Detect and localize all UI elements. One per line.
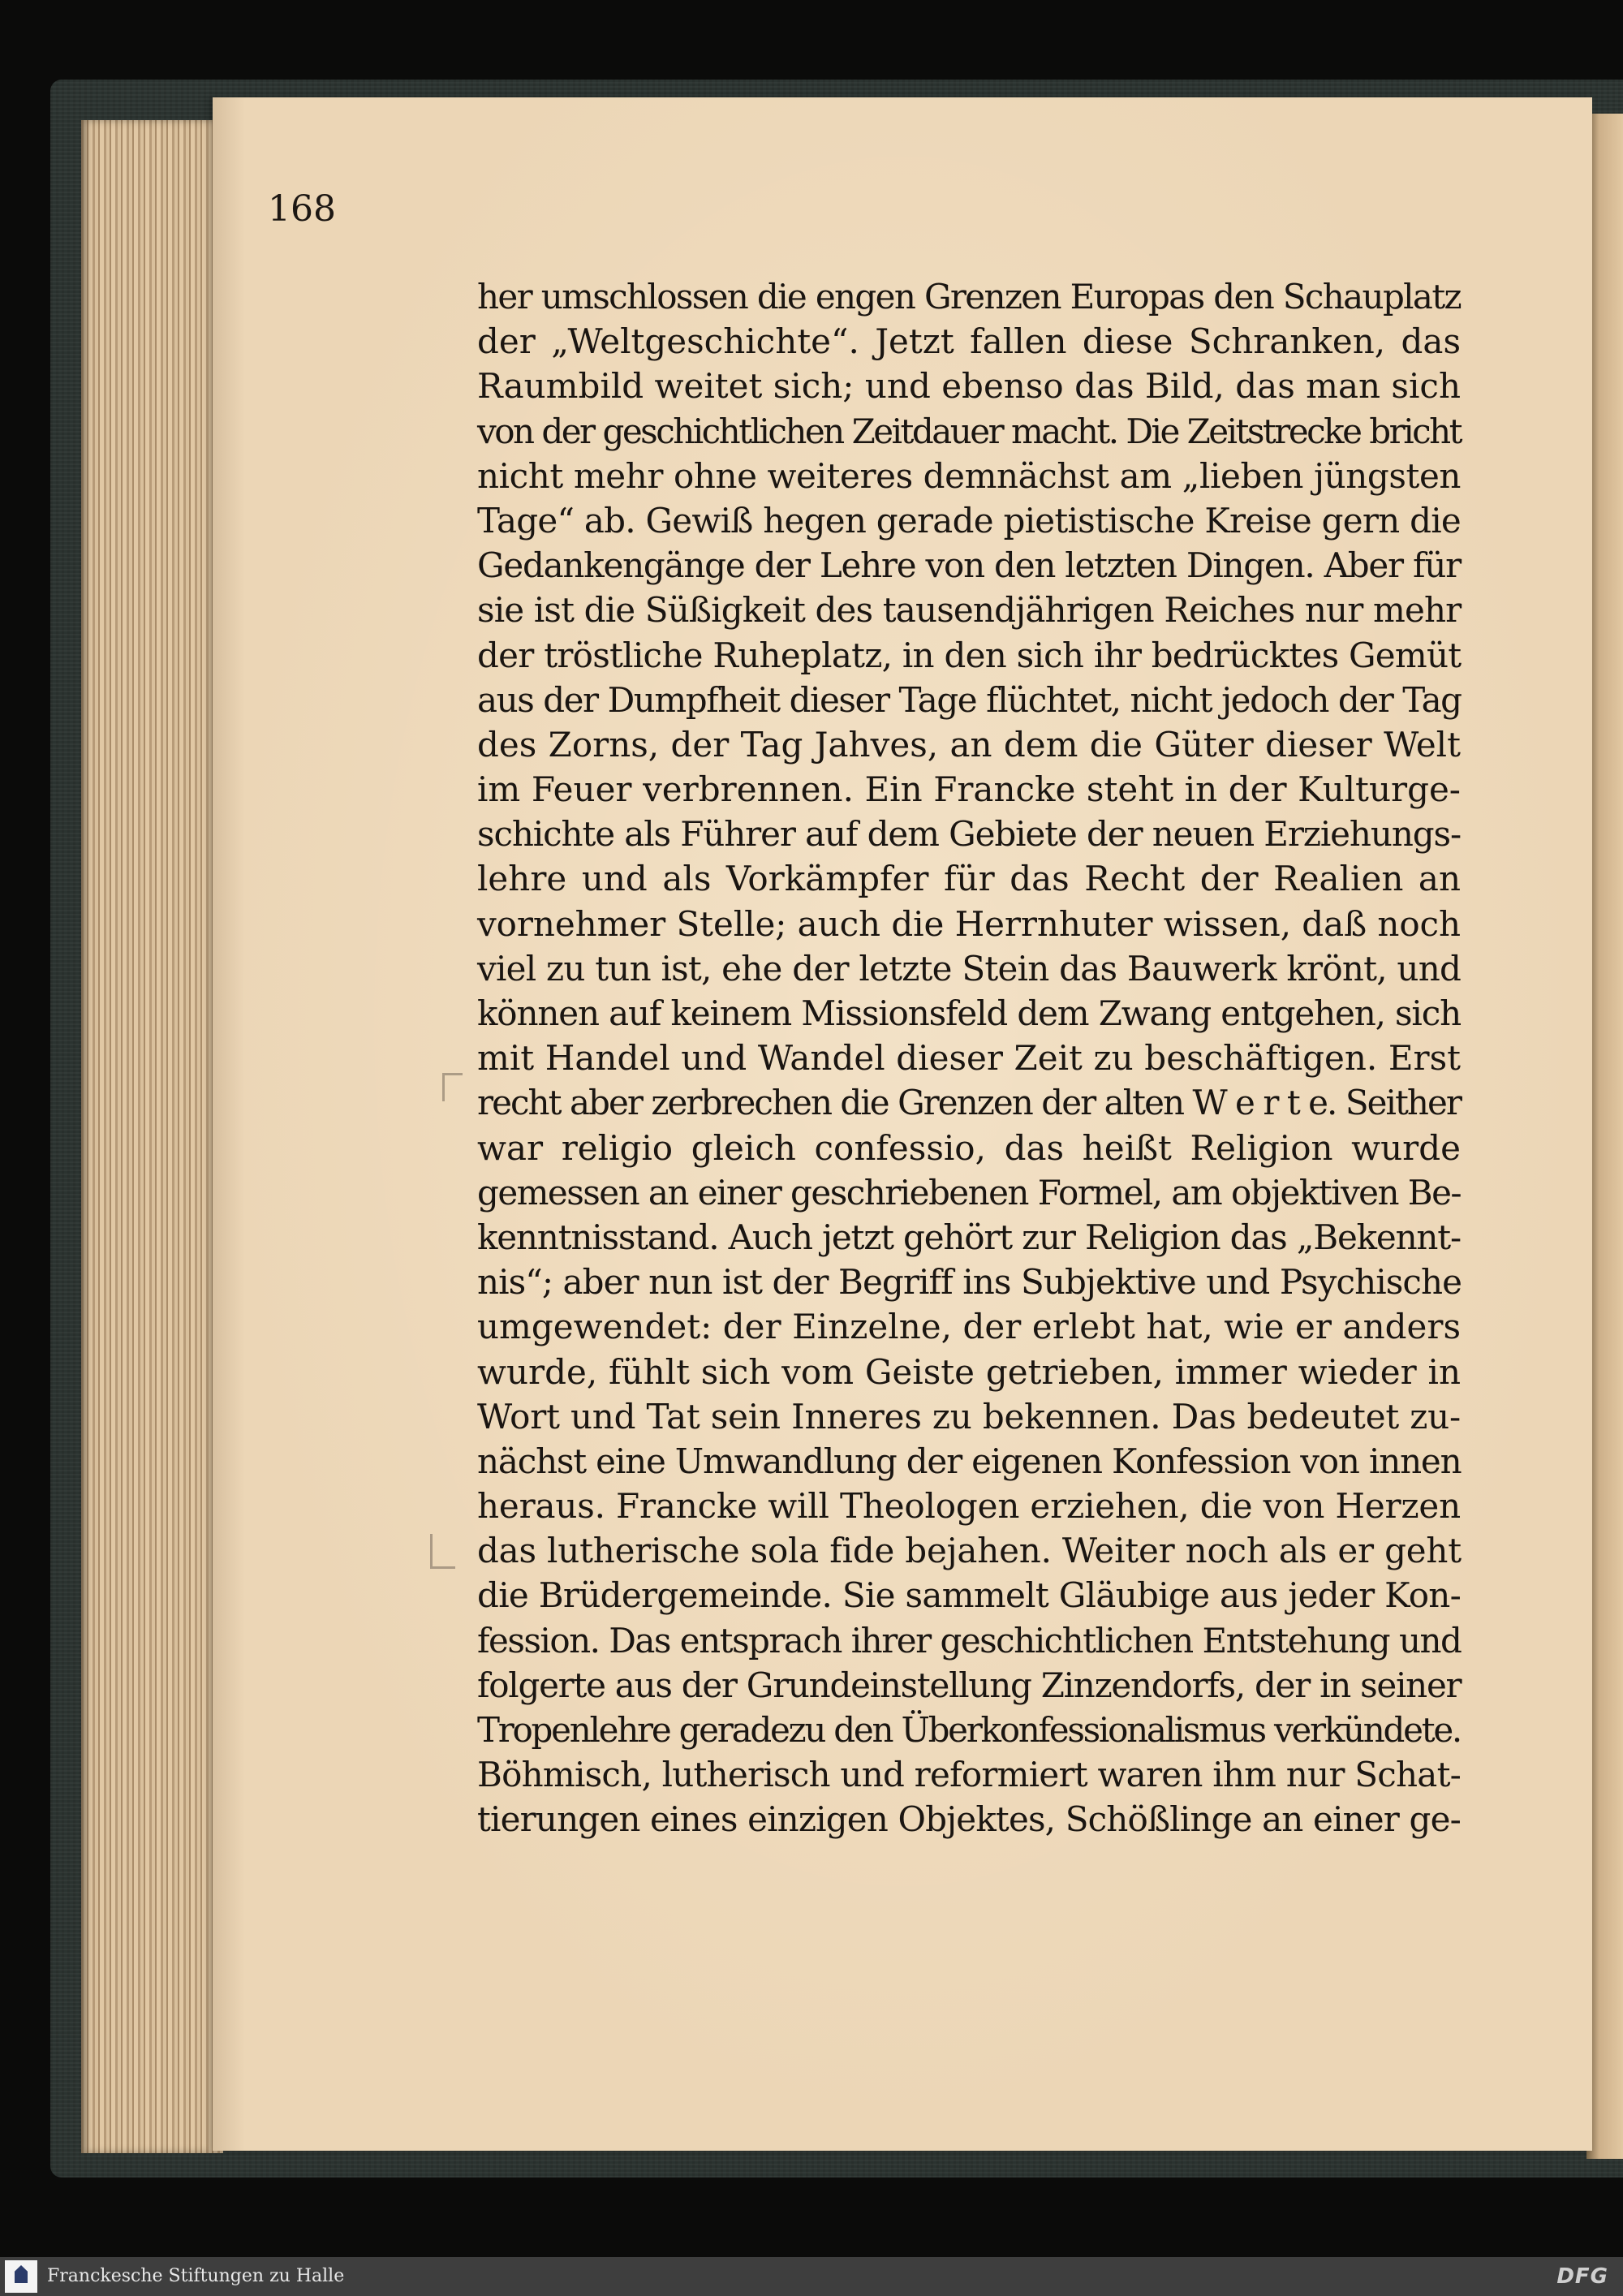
dfg-badge[interactable]: DFG	[1556, 2264, 1608, 2289]
text-line: das lutherische sola fide bejahen. Weiter noch als er geht	[477, 1531, 1462, 1571]
text-line: Tage“ ab. Gewiß hegen gerade pietistische Kreise gern die	[477, 500, 1461, 541]
text-line: nis“; aber nun ist der Begriff ins Subjektive und Psychische	[477, 1262, 1462, 1303]
text-line: sie ist die Süßigkeit des tausendjährigen Reiches nur mehr	[477, 590, 1462, 631]
text-line: fession. Das entsprach ihrer geschichtlichen Entstehung und	[477, 1620, 1462, 1661]
text-line: im Feuer verbrennen. Ein Francke steht in der Kulturge-	[477, 769, 1461, 810]
text-line: war religio gleich confessio, das heißt Religion wurde	[477, 1127, 1461, 1168]
text-line: mit Handel und Wandel dieser Zeit zu beschäftigen. Erst	[477, 1038, 1461, 1079]
text-line: der „Weltgeschichte“. Jetzt fallen diese Schranken, das	[477, 321, 1461, 362]
text-line: wurde, fühlt sich vom Geiste getrieben, immer wieder in	[477, 1351, 1461, 1392]
page-number: 168	[268, 188, 336, 230]
pencil-mark	[430, 1534, 455, 1569]
text-line: aus der Dumpfheit dieser Tage flüchtet, nicht jedoch der Tag	[477, 679, 1462, 720]
text-line: recht aber zerbrechen die Grenzen der alten W e r t e. Seither	[477, 1083, 1461, 1123]
text-line: der tröstliche Ruheplatz, in den sich ihr bedrücktes Gemüt	[477, 635, 1462, 675]
text-line: gemessen an einer geschriebenen Formel, am objektiven Be-	[477, 1172, 1462, 1213]
footer-institution[interactable]: Franckesche Stiftungen zu Halle	[47, 2266, 345, 2286]
text-line: die Brüdergemeinde. Sie sammelt Gläubige aus jeder Kon-	[477, 1575, 1462, 1616]
text-line: nicht mehr ohne weiteres demnächst am „lieben jüngsten	[477, 455, 1462, 496]
text-line: viel zu tun ist, ehe der letzte Stein das Bauwerk krönt, und	[477, 948, 1462, 989]
body-text	[477, 274, 1461, 1842]
text-line: Böhmisch, lutherisch und reformiert waren ihm nur Schat-	[477, 1755, 1462, 1795]
text-line: können auf keinem Missionsfeld dem Zwang entgehen, sich	[477, 993, 1461, 1033]
footer-bar	[0, 2257, 1623, 2296]
text-line: Raumbild weitet sich; und ebenso das Bild, das man sich	[477, 366, 1461, 407]
text-line: von der geschichtlichen Zeitdauer macht. Die Zeitstrecke bricht	[477, 411, 1461, 451]
text-line: lehre und als Vorkämpfer für das Recht der Realien an	[477, 859, 1461, 899]
text-line: Tropenlehre geradezu den Überkonfessionalismus verkündete.	[477, 1710, 1461, 1750]
text-line: Gedankengänge der Lehre von den letzten Dingen. Aber für	[477, 545, 1461, 586]
text-line: vornehmer Stelle; auch die Herrnhuter wissen, daß noch	[477, 903, 1461, 944]
franckesche-stiftungen-logo-icon[interactable]	[5, 2260, 37, 2293]
text-line: des Zorns, der Tag Jahves, an dem die Güter dieser Welt	[477, 724, 1461, 765]
text-line: Wort und Tat sein Inneres zu bekennen. Das bedeutet zu-	[477, 1396, 1461, 1437]
text-line: schichte als Führer auf dem Gebiete der neuen Erziehungs-	[477, 814, 1462, 855]
pencil-mark	[442, 1073, 463, 1101]
page-edges	[81, 120, 223, 2153]
text-line: umgewendet: der Einzelne, der erlebt hat, wie er anders	[477, 1307, 1461, 1347]
text-line: nächst eine Umwandlung der eigenen Konfession von innen	[477, 1441, 1462, 1481]
text-line: folgerte aus der Grundeinstellung Zinzendorfs, der in seiner	[477, 1665, 1462, 1705]
text-line: heraus. Francke will Theologen erziehen, die von Herzen	[477, 1486, 1462, 1527]
text-line: kenntnisstand. Auch jetzt gehört zur Religion das „Bekennt-	[477, 1217, 1461, 1257]
text-line: her umschlossen die engen Grenzen Europas den Schauplatz	[477, 277, 1461, 317]
text-line: tierungen eines einzigen Objektes, Schößlinge an einer ge-	[477, 1799, 1461, 1840]
